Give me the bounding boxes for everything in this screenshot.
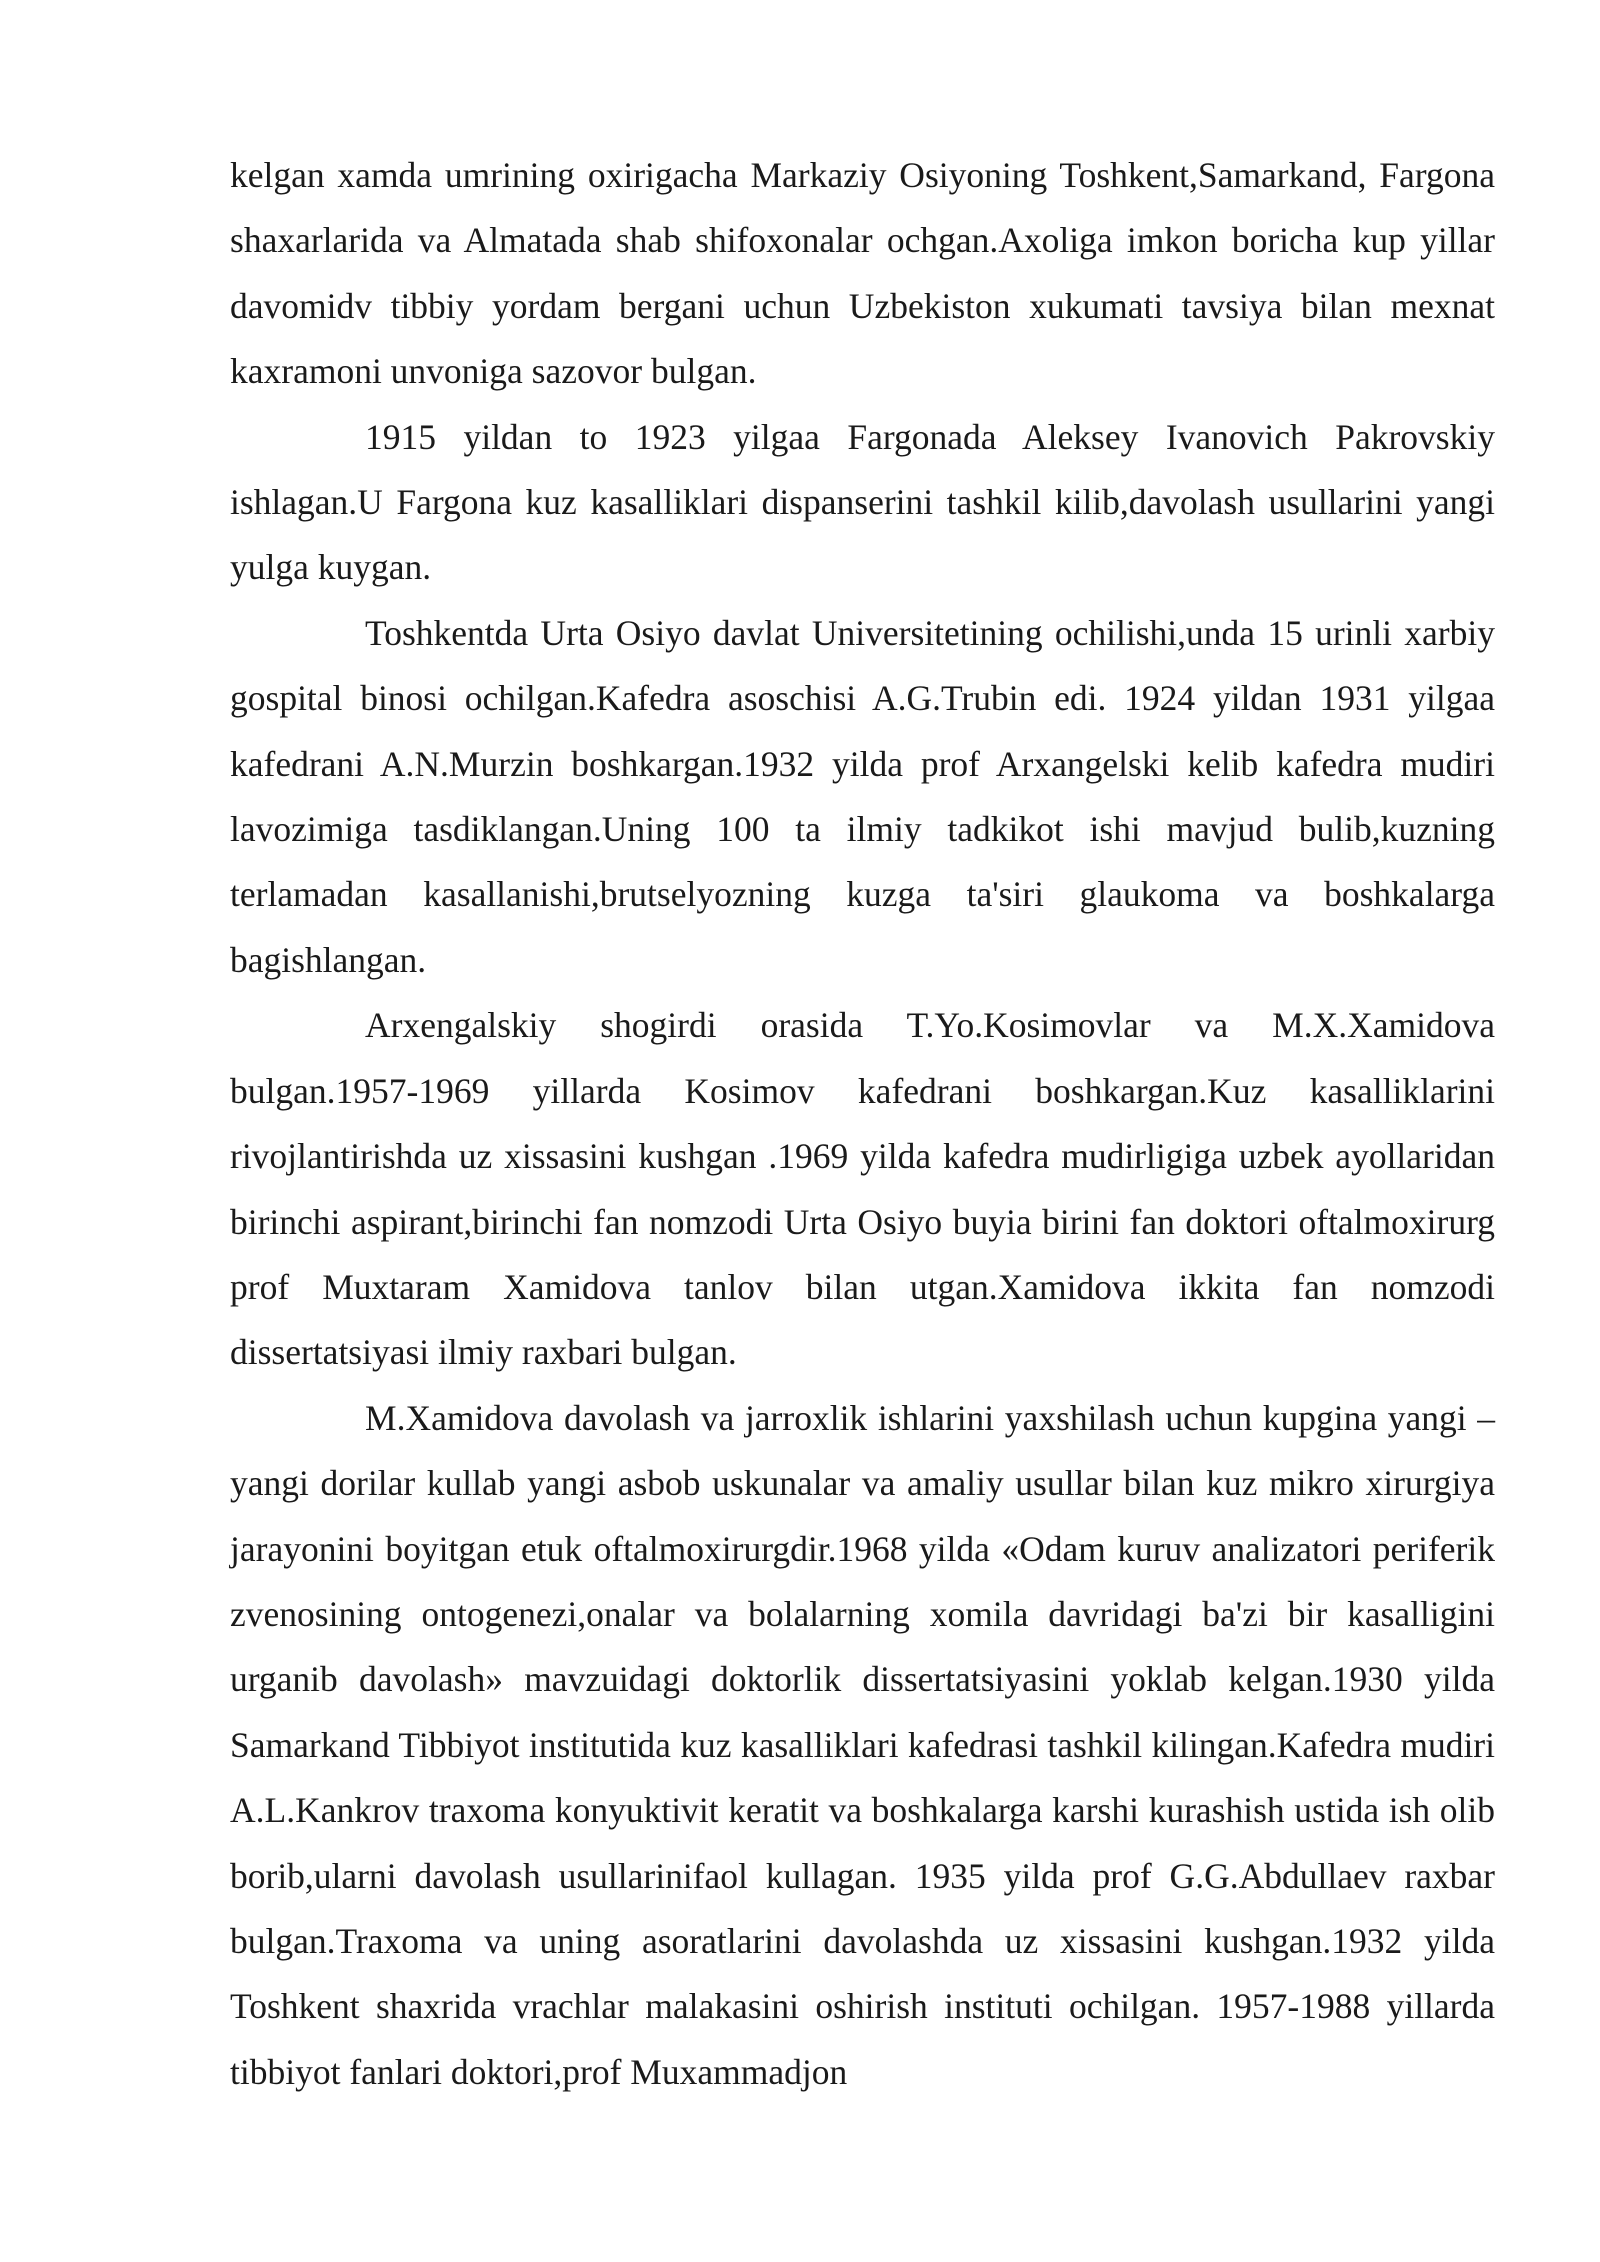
- paragraph-5: M.Xamidova davolash va jarroxlik ishlarini yaxshilash uchun kupgina yangi –yangi dorilar kullab yangi asbob uskunalar va amaliy usullar bilan kuz mikro xirurgiya jarayonini boyitgan etuk oftalmoxirurgdir.1968 yilda «Odam kuruv analizatori periferik zvenosining ontogenezi,onalar va bolalarning xomila davridagi ba'zi bir kasalligini urganib davolash» mavzuidagi doktorlik dissertatsiyasini yoklab kelgan.1930 yilda Samarkand Tibbiyot institutida kuz kasalliklari kafedrasi tashkil kilingan.Kafedra mudiri A.L.Kankrov traxoma konyuktivit keratit va boshkalarga karshi kurashish ustida ish olib borib,ularni davolash usullarinifaol kullagan. 1935 yilda prof G.G.Abdullaev raxbar bulgan.Traxoma va uning asoratlarini davolashda uz xissasini kushgan.1932 yilda Toshkent shaxrida vrachlar malakasini oshirish instituti ochilgan. 1957-1988 yillarda tibbiyot fanlari doktori,prof Muxammadjon: [230, 1397, 1495, 2092]
- paragraph-4: Arxengalskiy shogirdi orasida T.Yo.Kosimovlar va M.X.Xamidova bulgan.1957-1969 yillarda Kosimov kafedrani boshkargan.Kuz kasalliklarini rivojlantirishda uz xissasini kushgan .1969 yilda kafedra mudirligiga uzbek ayollaridan birinchi aspirant,birinchi fan nomzodi Urta Osiyo buyia birini fan doktori oftalmoxirurg prof Muxtaram Xamidova tanlov bilan utgan.Xamidova ikkita fan nomzodi dissertatsiyasi ilmiy raxbari bulgan.: [230, 1005, 1495, 1373]
- document-body: [230, 143, 1495, 2105]
- paragraph-2: 1915 yildan to 1923 yilgaa Fargonada Aleksey Ivanovich Pakrovskiy ishlagan.U Fargona kuz kasalliklari dispanserini tashkil kilib,davolash usullarini yangi yulga kuygan.: [230, 416, 1495, 588]
- paragraph-1: kelgan xamda umrining oxirigacha Markaziy Osiyoning Toshkent,Samarkand, Fargona shaxarlarida va Almatada shab shifoxonalar ochgan.Axoliga imkon boricha kup yillar davomidv tibbiy yordam bergani uchun Uzbekiston xukumati tavsiya bilan mexnat kaxramoni unvoniga sazovor bulgan.: [230, 155, 1495, 392]
- paragraph-3: Toshkentda Urta Osiyo davlat Universitetining ochilishi,unda 15 urinli xarbiy gospital binosi ochilgan.Kafedra asoschisi A.G.Trubin edi. 1924 yildan 1931 yilgaa kafedrani A.N.Murzin boshkargan.1932 yilda prof Arxangelski kelib kafedra mudiri lavozimiga tasdiklangan.Uning 100 ta ilmiy tadkikot ishi mavjud bulib,kuzning terlamadan kasallanishi,brutselyozning kuzga ta'siri glaukoma va boshkalarga bagishlangan.: [230, 612, 1495, 980]
